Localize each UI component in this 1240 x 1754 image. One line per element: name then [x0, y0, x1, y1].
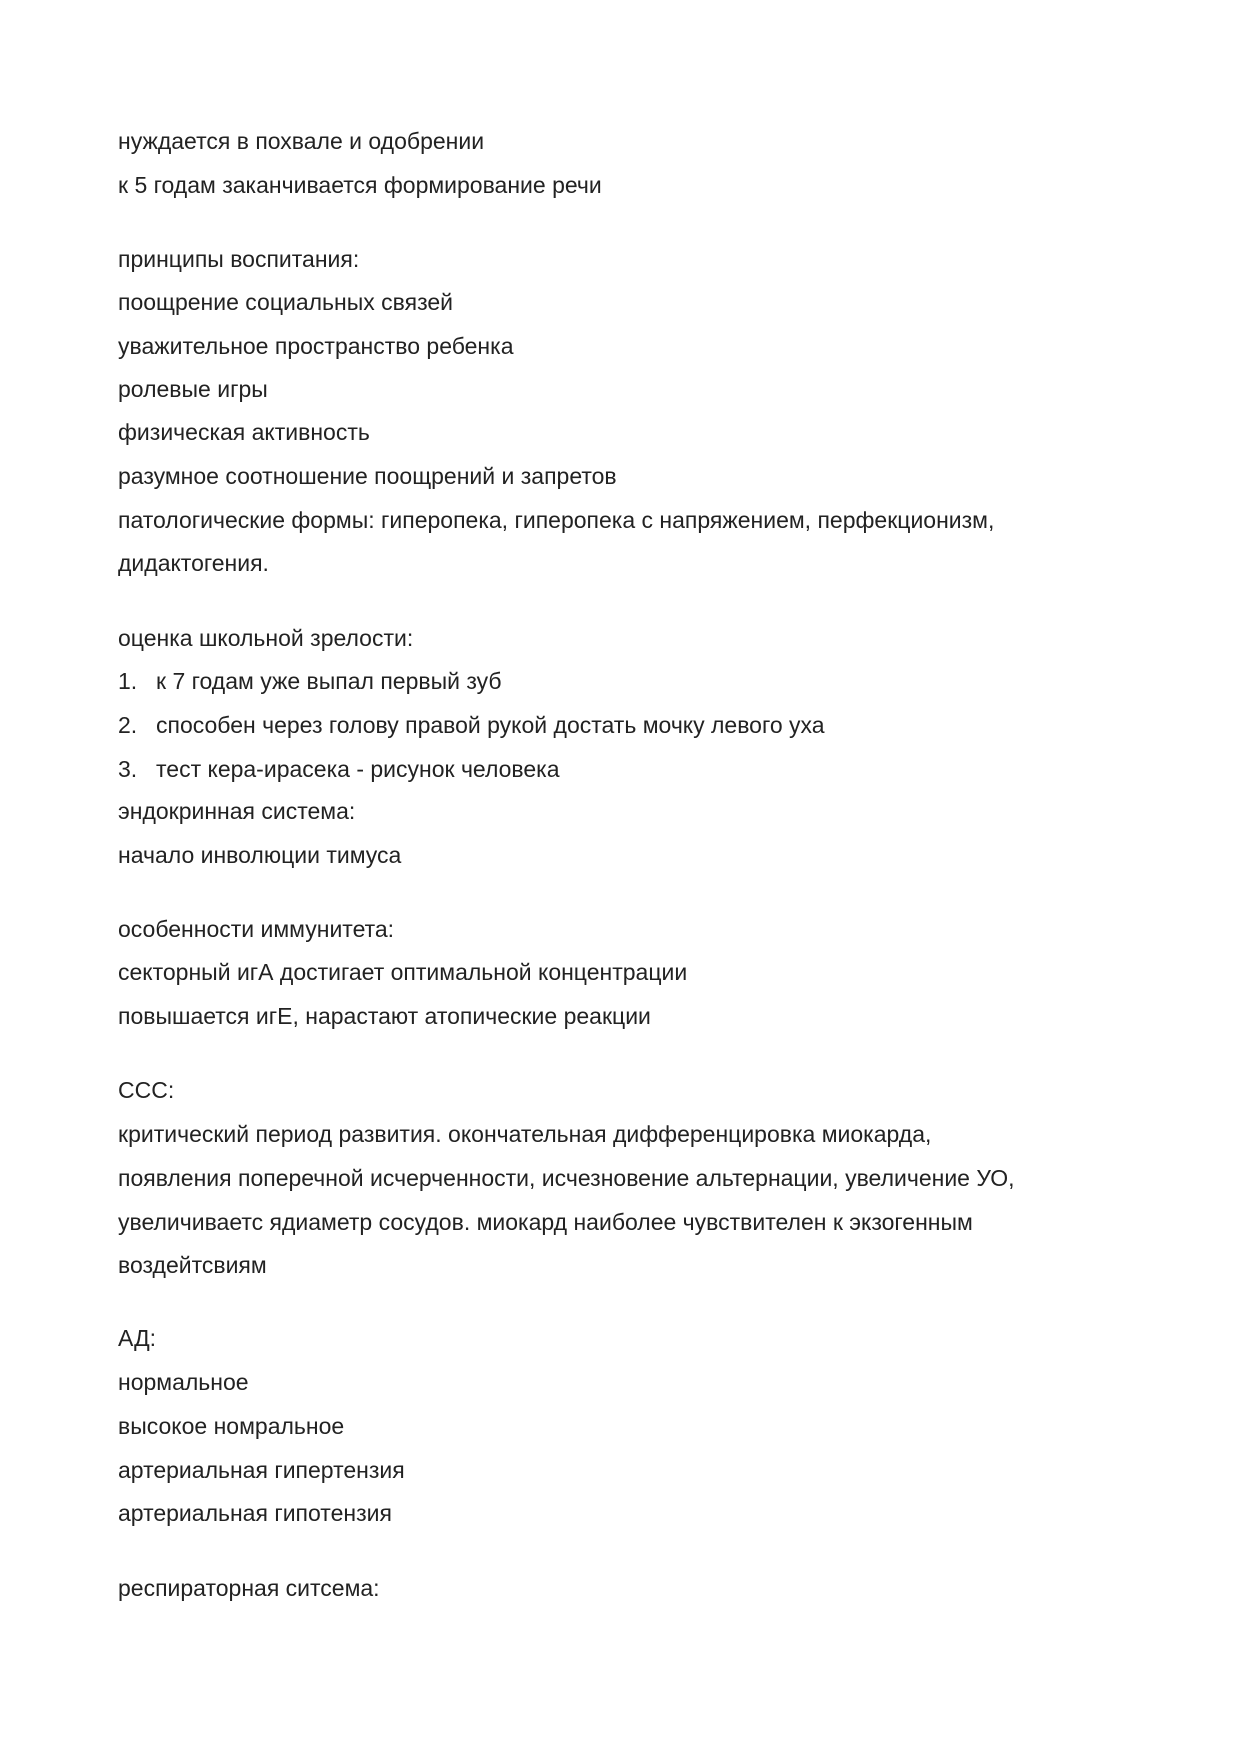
blood-pressure-heading: АД:	[118, 1325, 157, 1351]
upbringing-heading: принципы воспитания:	[118, 246, 360, 272]
immunity-heading: особенности иммунитета:	[118, 916, 395, 942]
cardio-line: воздейтсвиям	[118, 1252, 267, 1278]
endocrine-heading: эндокринная система:	[118, 798, 356, 824]
blood-pressure-item: высокое номральное	[118, 1413, 345, 1439]
blood-pressure-item: артериальная гипертензия	[118, 1457, 405, 1483]
pathology-line: патологические формы: гиперопека, гиперопека с напряжением, перфекционизм,	[118, 507, 995, 533]
blood-pressure-item: артериальная гипотензия	[118, 1500, 392, 1526]
list-number: 3.	[118, 756, 138, 782]
list-text: тест кера-ирасека - рисунок человека	[156, 756, 560, 782]
endocrine-text: начало инволюции тимуса	[118, 842, 402, 868]
list-item	[118, 711, 825, 739]
cardio-heading: ССС:	[118, 1077, 175, 1103]
upbringing-item: разумное соотношение поощрений и запретов	[118, 463, 617, 489]
school-maturity-heading: оценка школьной зрелости:	[118, 625, 414, 651]
list-item	[118, 667, 502, 695]
list-item	[118, 755, 560, 783]
list-text: к 7 годам уже выпал первый зуб	[156, 668, 502, 694]
cardio-line: появления поперечной исчерченности, исчезновение альтернации, увеличение УО,	[118, 1165, 1015, 1191]
upbringing-item: поощрение социальных связей	[118, 289, 454, 315]
pathology-line: дидактогения.	[118, 550, 269, 576]
cardio-line: увеличиваетс ядиаметр сосудов. миокард наиболее чувствителен к экзогенным	[118, 1209, 973, 1235]
list-text: способен через голову правой рукой достать мочку левого уха	[156, 712, 825, 738]
upbringing-item: уважительное пространство ребенка	[118, 333, 514, 359]
upbringing-item: физическая активность	[118, 419, 370, 445]
text-line-praise: нуждается в похвале и одобрении	[118, 128, 485, 154]
list-number: 2.	[118, 712, 138, 738]
respiratory-heading: респираторная ситсема:	[118, 1575, 380, 1601]
text-line-speech: к 5 годам заканчивается формирование речи	[118, 172, 602, 198]
blood-pressure-item: нормальное	[118, 1369, 249, 1395]
list-number: 1.	[118, 668, 138, 694]
cardio-line: критический период развития. окончательная дифференцировка миокарда,	[118, 1121, 932, 1147]
immunity-line: повышается игЕ, нарастают атопические реакции	[118, 1003, 651, 1029]
upbringing-item: ролевые игры	[118, 376, 268, 402]
immunity-line: секторный игА достигает оптимальной концентрации	[118, 959, 688, 985]
